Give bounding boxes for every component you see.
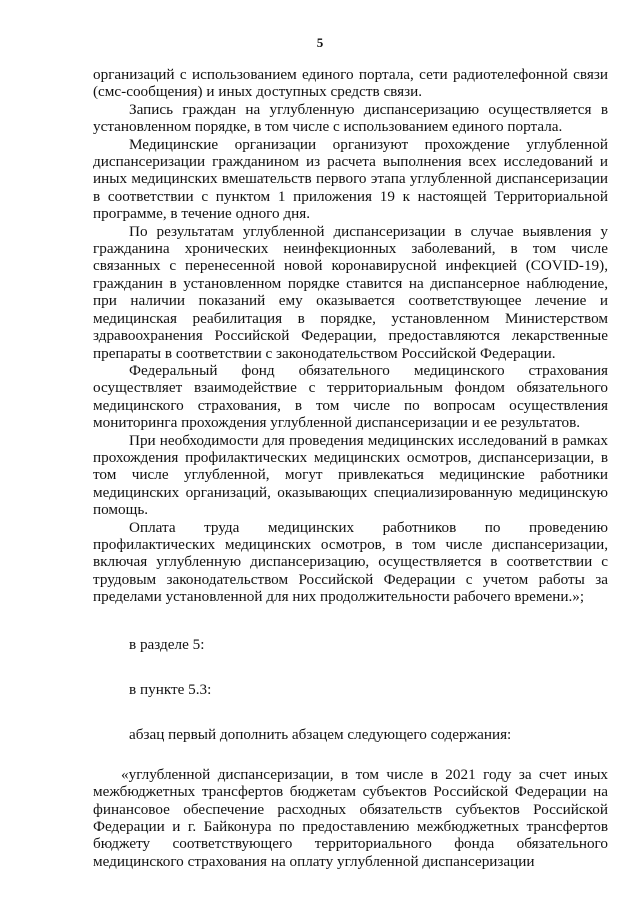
- paragraph-5: Федеральный фонд обязательного медицинского страхования осуществляет взаимодействие с территориальным фондом обязательного медицинского страхования, в том числе по вопросам осуществления мониторинга прохождения углубленной диспансеризации и ее результатов.: [93, 361, 608, 432]
- document-body: [93, 66, 608, 870]
- paragraph-6: При необходимости для проведения медицинских исследований в рамках прохождения профилактических медицинских осмотров, диспансеризации, в том числе углубленной, могут привлекаться медицинские работники медицинских организаций, оказывающих специализированную медицинскую помощь.: [93, 431, 608, 519]
- paragraph-3: Медицинские организации организуют прохождение углубленной диспансеризации гражданином из расчета выполнения всех исследований и иных медицинских вмешательств первого этапа углубленной диспансеризации в соответствии с пунктом 1 приложения 19 к настоящей Территориальной программе, в течение одного дня.: [93, 135, 608, 223]
- paragraph-section: в разделе 5:: [129, 635, 205, 653]
- paragraph-1: организаций с использованием единого портала, сети радиотелефонной связи (смс-сообщения) и иных доступных средств связи.: [93, 66, 608, 101]
- paragraph-clause: в пункте 5.3:: [129, 681, 212, 698]
- paragraph-quote: «углубленной диспансеризации, в том числе в 2021 году за счет иных межбюджетных трансфертов бюджетам субъектов Российской Федерации на финансовое обеспечение расходных обязательств субъектов Российской Федерации и г. Байконура по предоставлению межбюджетных трансфертов бюджету соответствующего территориального фонда обязательного медицинского страхования на оплату углубленной диспансеризации: [93, 765, 608, 870]
- paragraph-instruction: абзац первый дополнить абзацем следующего содержания:: [129, 726, 512, 744]
- page-number: 5: [316, 35, 324, 50]
- paragraph-2: Запись граждан на углубленную диспансеризацию осуществляется в установленном порядке, в том числе с использованием единого портала.: [93, 100, 608, 136]
- paragraph-4: По результатам углубленной диспансеризации в случае выявления у гражданина хронических неинфекционных заболеваний, в том числе связанных с перенесенной новой коронавирусной инфекцией (COVID-19), гражданин в установленном порядке ставится на диспансерное наблюдение, при наличии показаний ему оказывается соответствующее лечение и медицинская реабилитация в порядке, установленном Министерством здравоохранения Российской Федерации, предоставляются лекарственные препараты в соответствии с законодательством Российской Федерации.: [93, 222, 608, 362]
- paragraph-7: Оплата труда медицинских работников по проведению профилактических медицинских осмотров, в том числе диспансеризации, включая углубленную диспансеризацию, осуществляется в соответствии с трудовым законодательством Российской Федерации с учетом работы за пределами установленной для них продолжительности рабочего времени.»;: [93, 518, 608, 606]
